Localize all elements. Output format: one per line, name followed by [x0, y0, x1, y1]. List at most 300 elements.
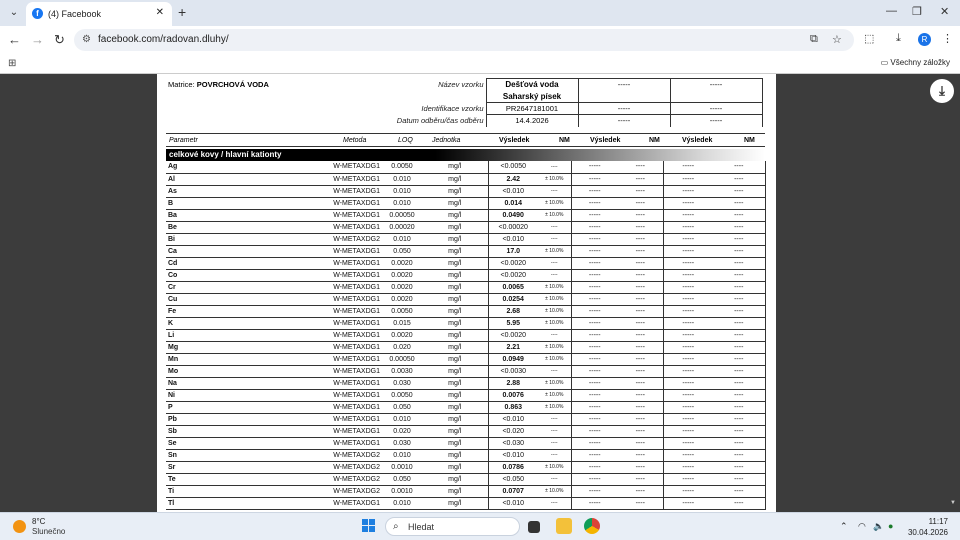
cell-nm: ± 10.0% [538, 341, 571, 353]
cell-loq: 0.0020 [382, 269, 422, 281]
cell-result-3: ----- [663, 221, 713, 233]
cell-method: W-METAXDG1 [226, 341, 382, 353]
cell-nm-3: ---- [713, 353, 765, 365]
cell-nm: ---- [538, 185, 571, 197]
table-row [166, 461, 765, 473]
cell-nm: ± 10.0% [538, 461, 571, 473]
cell-result-2: ----- [571, 257, 618, 269]
all-bookmarks[interactable]: ▭ Všechny záložky [880, 58, 950, 67]
cell-result-3: ----- [663, 377, 713, 389]
cell-element: Mo [166, 365, 226, 377]
install-app-icon[interactable]: ⧉ [810, 33, 818, 45]
cell-nm-3: ---- [713, 233, 765, 245]
cell-result-2: ----- [571, 449, 618, 461]
cell-method: W-METAXDG1 [226, 425, 382, 437]
cell-nm: ± 10.0% [538, 485, 571, 497]
cell-nm-2: ---- [618, 413, 663, 425]
cell-element: As [166, 185, 226, 197]
cell-result: <0.010 [488, 497, 538, 509]
cell-element: Cu [166, 293, 226, 305]
cell-result: <0.0050 [488, 161, 538, 173]
cell-result-3: ----- [663, 173, 713, 185]
cell-method: W-METAXDG1 [226, 173, 382, 185]
minimize-icon[interactable]: — [886, 5, 897, 17]
cell-nm-2: ---- [618, 161, 663, 173]
cell-method: W-METAXDG2 [226, 485, 382, 497]
cell-nm: ---- [538, 221, 571, 233]
cell-result: 0.0786 [488, 461, 538, 473]
cell-nm: ---- [538, 437, 571, 449]
cell-result: <0.010 [488, 413, 538, 425]
table-row [166, 353, 765, 365]
cell-result-3: ----- [663, 485, 713, 497]
cell-result: 0.0065 [488, 281, 538, 293]
cell-nm-2: ---- [618, 473, 663, 485]
col-nm-3: NM [744, 137, 755, 144]
cell-method: W-METAXDG1 [226, 221, 382, 233]
cell-method: W-METAXDG1 [226, 161, 382, 173]
cell-result: <0.0020 [488, 269, 538, 281]
cell-loq: 0.0020 [382, 329, 422, 341]
cell-nm-3: ---- [713, 461, 765, 473]
apps-grid-icon[interactable]: ⊞ [8, 58, 17, 69]
taskbar [0, 512, 960, 540]
cell-loq: 0.0050 [382, 305, 422, 317]
cell-loq: 0.010 [382, 497, 422, 509]
address-bar[interactable] [74, 29, 854, 51]
cell-nm-2: ---- [618, 197, 663, 209]
restore-icon[interactable]: ❐ [912, 6, 922, 18]
cell-nm: ---- [538, 473, 571, 485]
group-title: celkové kovy / hlavní kationty [166, 149, 765, 161]
sample-date: 14.4.2026 [486, 115, 578, 127]
cell-nm-2: ---- [618, 281, 663, 293]
cell-nm-3: ---- [713, 497, 765, 509]
close-tab-icon[interactable]: ✕ [155, 7, 164, 18]
cell-nm-2: ---- [618, 245, 663, 257]
cell-result: 17.0 [488, 245, 538, 257]
cell-method: W-METAXDG2 [226, 449, 382, 461]
cell-nm-2: ---- [618, 185, 663, 197]
download-icon[interactable]: ⤓ [930, 79, 954, 103]
cell-nm-2: ---- [618, 401, 663, 413]
tab-facebook[interactable] [26, 2, 172, 26]
table-row [166, 329, 765, 341]
sample-id-label: Identifikace vzorku [421, 104, 484, 113]
cell-result-2: ----- [571, 245, 618, 257]
cell-unit: mg/l [422, 209, 488, 221]
table-row [166, 221, 765, 233]
cell-nm-3: ---- [713, 281, 765, 293]
cell-result-2: ----- [571, 269, 618, 281]
cell-nm-3: ---- [713, 317, 765, 329]
cell-nm: ± 10.0% [538, 377, 571, 389]
cell-nm: ± 10.0% [538, 245, 571, 257]
cell-nm: ---- [538, 233, 571, 245]
cell-element: Na [166, 377, 226, 389]
cell-unit: mg/l [422, 281, 488, 293]
cell-result-2: ----- [571, 161, 618, 173]
col-loq: LOQ [398, 137, 413, 144]
cell-loq: 0.030 [382, 437, 422, 449]
cell-method: W-METAXDG1 [226, 353, 382, 365]
cell-nm-2: ---- [618, 341, 663, 353]
cell-nm: ± 10.0% [538, 389, 571, 401]
cell-result-2: ----- [571, 377, 618, 389]
cell-loq: 0.010 [382, 413, 422, 425]
sample-name: Dešťová voda [486, 79, 578, 91]
reload-icon[interactable]: ↻ [54, 32, 65, 47]
cell-result-3: ----- [663, 161, 713, 173]
cell-nm-3: ---- [713, 401, 765, 413]
cell-method: W-METAXDG1 [226, 497, 382, 509]
sun-icon[interactable] [13, 520, 26, 533]
cell-result-2: ----- [571, 485, 618, 497]
cell-result-2: ----- [571, 341, 618, 353]
table-row [166, 209, 765, 221]
cell-result-2: ----- [571, 329, 618, 341]
forward-icon[interactable]: → [31, 32, 44, 47]
col-method: Metoda [343, 137, 367, 144]
cell-unit: mg/l [422, 173, 488, 185]
cell-result-3: ----- [663, 437, 713, 449]
cell-loq: 0.0030 [382, 365, 422, 377]
empty-id-3: ----- [670, 103, 762, 115]
cell-nm: ---- [538, 365, 571, 377]
table-row [166, 473, 765, 485]
cell-result: <0.030 [488, 437, 538, 449]
cell-nm: ± 10.0% [538, 173, 571, 185]
cell-method: W-METAXDG1 [226, 281, 382, 293]
cell-loq: 0.020 [382, 425, 422, 437]
cell-loq: 0.030 [382, 377, 422, 389]
cell-method: W-METAXDG1 [226, 269, 382, 281]
cell-nm-2: ---- [618, 353, 663, 365]
table-row [166, 449, 765, 461]
cell-nm-2: ---- [618, 497, 663, 509]
cell-element: Sb [166, 425, 226, 437]
cell-result: 0.0076 [488, 389, 538, 401]
cell-nm-2: ---- [618, 437, 663, 449]
cell-result-3: ----- [663, 329, 713, 341]
cell-element: Sn [166, 449, 226, 461]
cell-nm-3: ---- [713, 185, 765, 197]
cell-result: 0.0949 [488, 353, 538, 365]
cell-method: W-METAXDG1 [226, 185, 382, 197]
cell-result-3: ----- [663, 185, 713, 197]
empty-id-2: ----- [578, 103, 670, 115]
cell-element: Mg [166, 341, 226, 353]
start-button[interactable] [362, 519, 376, 533]
cell-method: W-METAXDG1 [226, 317, 382, 329]
cell-unit: mg/l [422, 461, 488, 473]
cell-nm-2: ---- [618, 389, 663, 401]
taskview-icon[interactable] [528, 521, 540, 533]
profile-avatar[interactable]: R [918, 33, 931, 46]
cell-unit: mg/l [422, 389, 488, 401]
cell-result: 0.0490 [488, 209, 538, 221]
cell-result-2: ----- [571, 413, 618, 425]
cell-unit: mg/l [422, 353, 488, 365]
browser-toolbar [0, 26, 960, 54]
cell-nm-3: ---- [713, 413, 765, 425]
table-row [166, 197, 765, 209]
cell-loq: 0.020 [382, 341, 422, 353]
cell-nm: ---- [538, 413, 571, 425]
cell-result-2: ----- [571, 221, 618, 233]
cell-nm: ± 10.0% [538, 305, 571, 317]
cell-result-3: ----- [663, 209, 713, 221]
clock-date: 30.04.2026 [907, 528, 948, 537]
cell-method: W-METAXDG2 [226, 473, 382, 485]
cell-result-3: ----- [663, 281, 713, 293]
table-row [166, 173, 765, 185]
tray-chevron-icon[interactable]: ⌃ [840, 521, 848, 531]
cell-result-2: ----- [571, 473, 618, 485]
cell-method: W-METAXDG1 [226, 329, 382, 341]
cell-unit: mg/l [422, 449, 488, 461]
cell-result-3: ----- [663, 473, 713, 485]
file-explorer-icon[interactable] [556, 518, 572, 534]
cell-loq: 0.00020 [382, 221, 422, 233]
cell-nm-3: ---- [713, 365, 765, 377]
cell-method: W-METAXDG1 [226, 293, 382, 305]
cell-nm-2: ---- [618, 221, 663, 233]
cell-loq: 0.010 [382, 185, 422, 197]
cell-unit: mg/l [422, 377, 488, 389]
cell-unit: mg/l [422, 485, 488, 497]
cell-element: Fe [166, 305, 226, 317]
table-row [166, 485, 765, 497]
cell-element: Ag [166, 161, 226, 173]
table-row [166, 317, 765, 329]
tab-strip [0, 0, 960, 26]
cell-element: B [166, 197, 226, 209]
table-row [166, 257, 765, 269]
cell-unit: mg/l [422, 365, 488, 377]
lab-report-page [157, 74, 776, 512]
tab-title: (4) Facebook [48, 9, 102, 19]
cell-loq: 0.0010 [382, 461, 422, 473]
cell-element: Ba [166, 209, 226, 221]
col-nm: NM [559, 137, 570, 144]
cell-method: W-METAXDG2 [226, 233, 382, 245]
cell-nm: ---- [538, 497, 571, 509]
cell-unit: mg/l [422, 413, 488, 425]
cell-element: Te [166, 473, 226, 485]
cell-result-3: ----- [663, 449, 713, 461]
menu-icon[interactable]: ⋮ [942, 33, 953, 45]
cell-nm-2: ---- [618, 329, 663, 341]
col-param: Parametr [169, 137, 198, 144]
empty-date-2: ----- [578, 115, 670, 127]
cell-unit: mg/l [422, 257, 488, 269]
cell-loq: 0.0050 [382, 389, 422, 401]
cell-result-3: ----- [663, 401, 713, 413]
empty-date-3: ----- [670, 115, 762, 127]
cell-method: W-METAXDG1 [226, 389, 382, 401]
cell-nm-3: ---- [713, 485, 765, 497]
downloads-icon[interactable]: ⤓ [896, 32, 901, 44]
cell-method: W-METAXDG1 [226, 377, 382, 389]
cell-method: W-METAXDG1 [226, 245, 382, 257]
cell-result: <0.0020 [488, 329, 538, 341]
back-icon[interactable]: ← [8, 32, 21, 47]
cell-method: W-METAXDG1 [226, 437, 382, 449]
cell-result: <0.0020 [488, 257, 538, 269]
url-text: facebook.com/radovan.dluhy/ [98, 34, 229, 45]
bookmarks-bar [0, 54, 960, 74]
volume-icon[interactable]: 🔈 [873, 521, 885, 531]
cell-result: 0.014 [488, 197, 538, 209]
cell-unit: mg/l [422, 221, 488, 233]
table-row [166, 389, 765, 401]
tab-search-icon[interactable]: ⌄ [9, 7, 19, 18]
table-row [166, 293, 765, 305]
cell-result-3: ----- [663, 257, 713, 269]
cell-element: K [166, 317, 226, 329]
cell-nm: ± 10.0% [538, 317, 571, 329]
new-tab-icon[interactable]: + [178, 4, 187, 20]
wifi-icon[interactable]: ◠ [858, 521, 866, 531]
cell-unit: mg/l [422, 293, 488, 305]
cell-unit: mg/l [422, 425, 488, 437]
cell-result-3: ----- [663, 341, 713, 353]
facebook-icon: f [32, 8, 43, 19]
table-row [166, 269, 765, 281]
column-header-row [166, 133, 765, 147]
cell-element: Al [166, 173, 226, 185]
taskbar-search[interactable] [385, 517, 520, 536]
cell-unit: mg/l [422, 473, 488, 485]
cell-loq: 0.010 [382, 449, 422, 461]
cell-loq: 0.010 [382, 233, 422, 245]
scroll-down-arrow[interactable]: ▼ [950, 500, 956, 506]
cell-result: 0.0254 [488, 293, 538, 305]
search-placeholder: Hledat [408, 522, 435, 532]
cell-nm: ---- [538, 425, 571, 437]
cell-result-2: ----- [571, 389, 618, 401]
cell-nm: ---- [538, 161, 571, 173]
weather-temp: 8°C [32, 517, 46, 526]
cell-element: Co [166, 269, 226, 281]
cell-nm: ± 10.0% [538, 353, 571, 365]
cell-element: Mn [166, 353, 226, 365]
bookmark-star-icon[interactable]: ☆ [832, 34, 842, 46]
cell-element: Cr [166, 281, 226, 293]
cell-nm-2: ---- [618, 461, 663, 473]
table-row [166, 365, 765, 377]
cell-result-2: ----- [571, 317, 618, 329]
cell-unit: mg/l [422, 233, 488, 245]
table-row [166, 305, 765, 317]
sample-id: PR2647181001 [486, 103, 578, 115]
cell-loq: 0.050 [382, 473, 422, 485]
site-info-icon[interactable]: ⚙ [82, 34, 91, 45]
table-row [166, 281, 765, 293]
close-window-icon[interactable]: ✕ [940, 6, 950, 18]
cell-result-3: ----- [663, 353, 713, 365]
cell-result-2: ----- [571, 353, 618, 365]
cell-nm-3: ---- [713, 437, 765, 449]
cell-result: 2.21 [488, 341, 538, 353]
table-row [166, 437, 765, 449]
cell-nm: ---- [538, 449, 571, 461]
col-unit: Jednotka [432, 137, 461, 144]
extensions-icon[interactable]: ⬚ [864, 33, 875, 45]
cell-result: <0.050 [488, 473, 538, 485]
table-row [166, 233, 765, 245]
table-row [166, 185, 765, 197]
col-result-3: Výsledek [682, 137, 713, 144]
cell-method: W-METAXDG2 [226, 461, 382, 473]
cell-nm-2: ---- [618, 425, 663, 437]
cell-method: W-METAXDG1 [226, 305, 382, 317]
cell-loq: 0.0020 [382, 281, 422, 293]
cell-nm: ± 10.0% [538, 209, 571, 221]
cell-result: 2.68 [488, 305, 538, 317]
cell-nm-2: ---- [618, 173, 663, 185]
cell-result: 5.95 [488, 317, 538, 329]
table-row [166, 377, 765, 389]
cell-result-3: ----- [663, 317, 713, 329]
cell-nm-3: ---- [713, 305, 765, 317]
cell-unit: mg/l [422, 185, 488, 197]
cell-nm-3: ---- [713, 341, 765, 353]
app-tray-icon[interactable]: ● [888, 521, 894, 531]
cell-unit: mg/l [422, 497, 488, 509]
cell-result-3: ----- [663, 293, 713, 305]
table-row [166, 245, 765, 257]
cell-nm: ± 10.0% [538, 197, 571, 209]
cell-result: <0.010 [488, 233, 538, 245]
cell-loq: 0.0050 [382, 161, 422, 173]
cell-result-2: ----- [571, 209, 618, 221]
cell-nm-2: ---- [618, 293, 663, 305]
cell-unit: mg/l [422, 341, 488, 353]
cell-result-2: ----- [571, 365, 618, 377]
clock-time: 11:17 [928, 517, 948, 526]
cell-result-3: ----- [663, 365, 713, 377]
cell-nm-3: ---- [713, 377, 765, 389]
cell-element: Ti [166, 485, 226, 497]
cell-method: W-METAXDG1 [226, 209, 382, 221]
cell-result-2: ----- [571, 497, 618, 509]
cell-element: Li [166, 329, 226, 341]
cell-result-3: ----- [663, 245, 713, 257]
table-row [166, 413, 765, 425]
cell-result-2: ----- [571, 425, 618, 437]
cell-element: Be [166, 221, 226, 233]
cell-result-2: ----- [571, 185, 618, 197]
empty-sample-3: ----- [670, 79, 762, 91]
cell-nm-3: ---- [713, 473, 765, 485]
cell-nm-3: ---- [713, 221, 765, 233]
empty-sample-2: ----- [578, 79, 670, 91]
chrome-icon[interactable] [584, 518, 600, 534]
cell-result-2: ----- [571, 233, 618, 245]
table-row [166, 497, 765, 509]
cell-nm-2: ---- [618, 305, 663, 317]
col-result-2: Výsledek [590, 137, 621, 144]
cell-result-3: ----- [663, 413, 713, 425]
cell-method: W-METAXDG1 [226, 257, 382, 269]
cell-nm: ---- [538, 257, 571, 269]
cell-loq: 0.010 [382, 197, 422, 209]
cell-unit: mg/l [422, 245, 488, 257]
cell-element: Pb [166, 413, 226, 425]
cell-result-3: ----- [663, 425, 713, 437]
